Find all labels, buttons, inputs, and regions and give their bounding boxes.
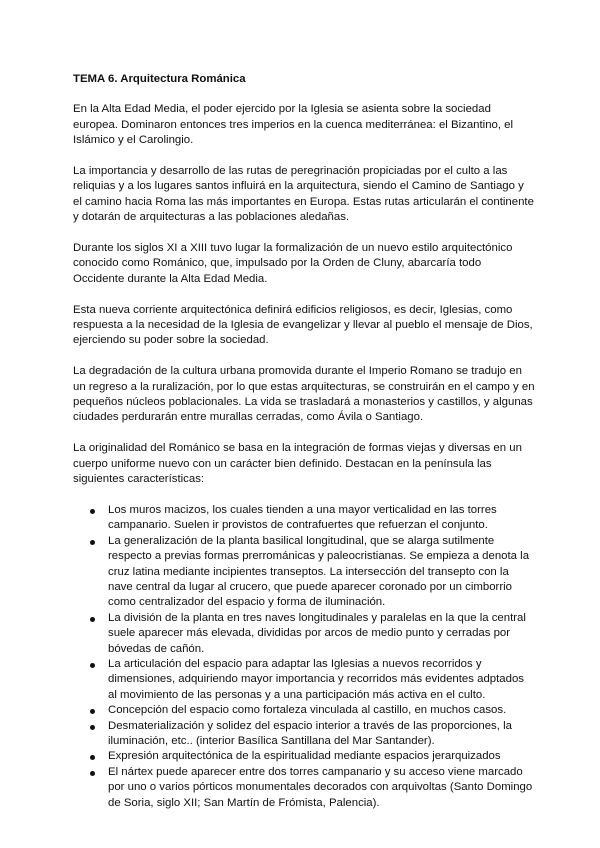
document-title: TEMA 6. Arquitectura Románica [73, 73, 246, 85]
list-item [73, 703, 535, 718]
document-body [73, 72, 535, 811]
bullet-icon [90, 540, 95, 545]
list-item [73, 657, 535, 703]
list-item-text: La división de la planta en tres naves longitudinales y paralelas en la que la central suele aparecer más elevada, divididas por arcos de medio punto y cerradas por bóvedas de cañón. [108, 611, 526, 655]
list-item-text: Concepción del espacio como fortaleza vinculada al castillo, en muchos casos. [108, 704, 507, 717]
bullet-icon [90, 755, 95, 760]
list-item-text: Expresión arquitectónica de la espiritualidad mediante espacios jerarquizados [108, 750, 501, 763]
list-item [73, 534, 535, 611]
bullet-icon [90, 709, 95, 714]
list-item-text: El nártex puede aparecer entre dos torres campanario y su acceso viene marcado por uno o varios pórticos monumentales decorados con arquivoltas (Santo Domingo de Soria, siglo XII; San Martín de Frómista, Palencia). [108, 765, 533, 809]
list-item-text: La generalización de la planta basilical longitudinal, que se alarga sutilmente respecto a previas formas prerrománicas y paleocristianas. Se empieza a denota la cruz latina mediante incipientes transeptos. La intersección del transepto con la nave central da lugar al crucero, que puede aparecer coronado por un cimborrio como centralizador del espacio y forma de iluminación. [108, 534, 530, 609]
paragraph: Esta nueva corriente arquitectónica definirá edificios religiosos, es decir, Iglesias, como respuesta a la necesidad de la Iglesia de evangelizar y llevar al pueblo el mensaje de Dios, ejerciendo su poder sobre la sociedad. [73, 303, 533, 347]
bullet-icon [90, 663, 95, 668]
list-item-text: La articulación del espacio para adaptar las Iglesias a nuevos recorridos y dimensiones, adquiriendo mayor importancia y recorridos más evidentes adptados al movimiento de las personas y a una participación más activa en el culto. [108, 657, 524, 701]
paragraph: La importancia y desarrollo de las rutas de peregrinación propiciadas por el culto a las reliquias y a los lugares santos influirá en la arquitectura, siendo el Camino de Santiago y el camino hacia Roma las más importantes en Europa. Estas rutas articularán el continente y dotarán de arquitecturas a las poblaciones aledañas. [73, 165, 534, 224]
bullet-icon [90, 771, 95, 776]
bullet-icon [90, 617, 95, 622]
bullet-icon [90, 509, 95, 514]
list-item [73, 611, 535, 657]
list-item [73, 749, 535, 764]
bullet-icon [90, 725, 95, 730]
paragraph: En la Alta Edad Media, el poder ejercido por la Iglesia se asienta sobre la sociedad europea. Dominaron entonces tres imperios en la cuenca mediterránea: el Bizantino, el Islámico y el Carolingio. [73, 103, 514, 147]
paragraph: La degradación de la cultura urbana promovida durante el Imperio Romano se tradujo en un regreso a la ruralización, por lo que estas arquitecturas, se construirán en el campo y en pequeños núcleos poblacionales. La vida se trasladará a monasterios y castillos, y algunas ciudades perdurarán entre murallas cerradas, como Ávila o Santiago. [73, 365, 535, 424]
list-item-text: Los muros macizos, los cuales tienden a una mayor verticalidad en las torres campanario. Suelen ir provistos de contrafuertes que refuerzan el conjunto. [108, 503, 497, 532]
list-item [73, 765, 535, 811]
characteristics-list [73, 503, 535, 811]
list-item [73, 503, 535, 534]
list-item-text: Desmaterialización y solidez del espacio interior a través de las proporciones, la iluminación, etc.. (interior Basílica Santillana del Mar Santander). [108, 719, 512, 747]
paragraph: La originalidad del Románico se basa en la integración de formas viejas y diversas en un cuerpo uniforme nuevo con un carácter bien definido. Destacan en la península las siguientes características: [73, 442, 522, 486]
list-item [73, 719, 535, 750]
paragraph: Durante los siglos XI a XIII tuvo lugar la formalización de un nuevo estilo arquitectónico conocido como Románico, que, impulsado por la Orden de Cluny, abarcaría todo Occidente durante la Alta Edad Media. [73, 242, 513, 285]
